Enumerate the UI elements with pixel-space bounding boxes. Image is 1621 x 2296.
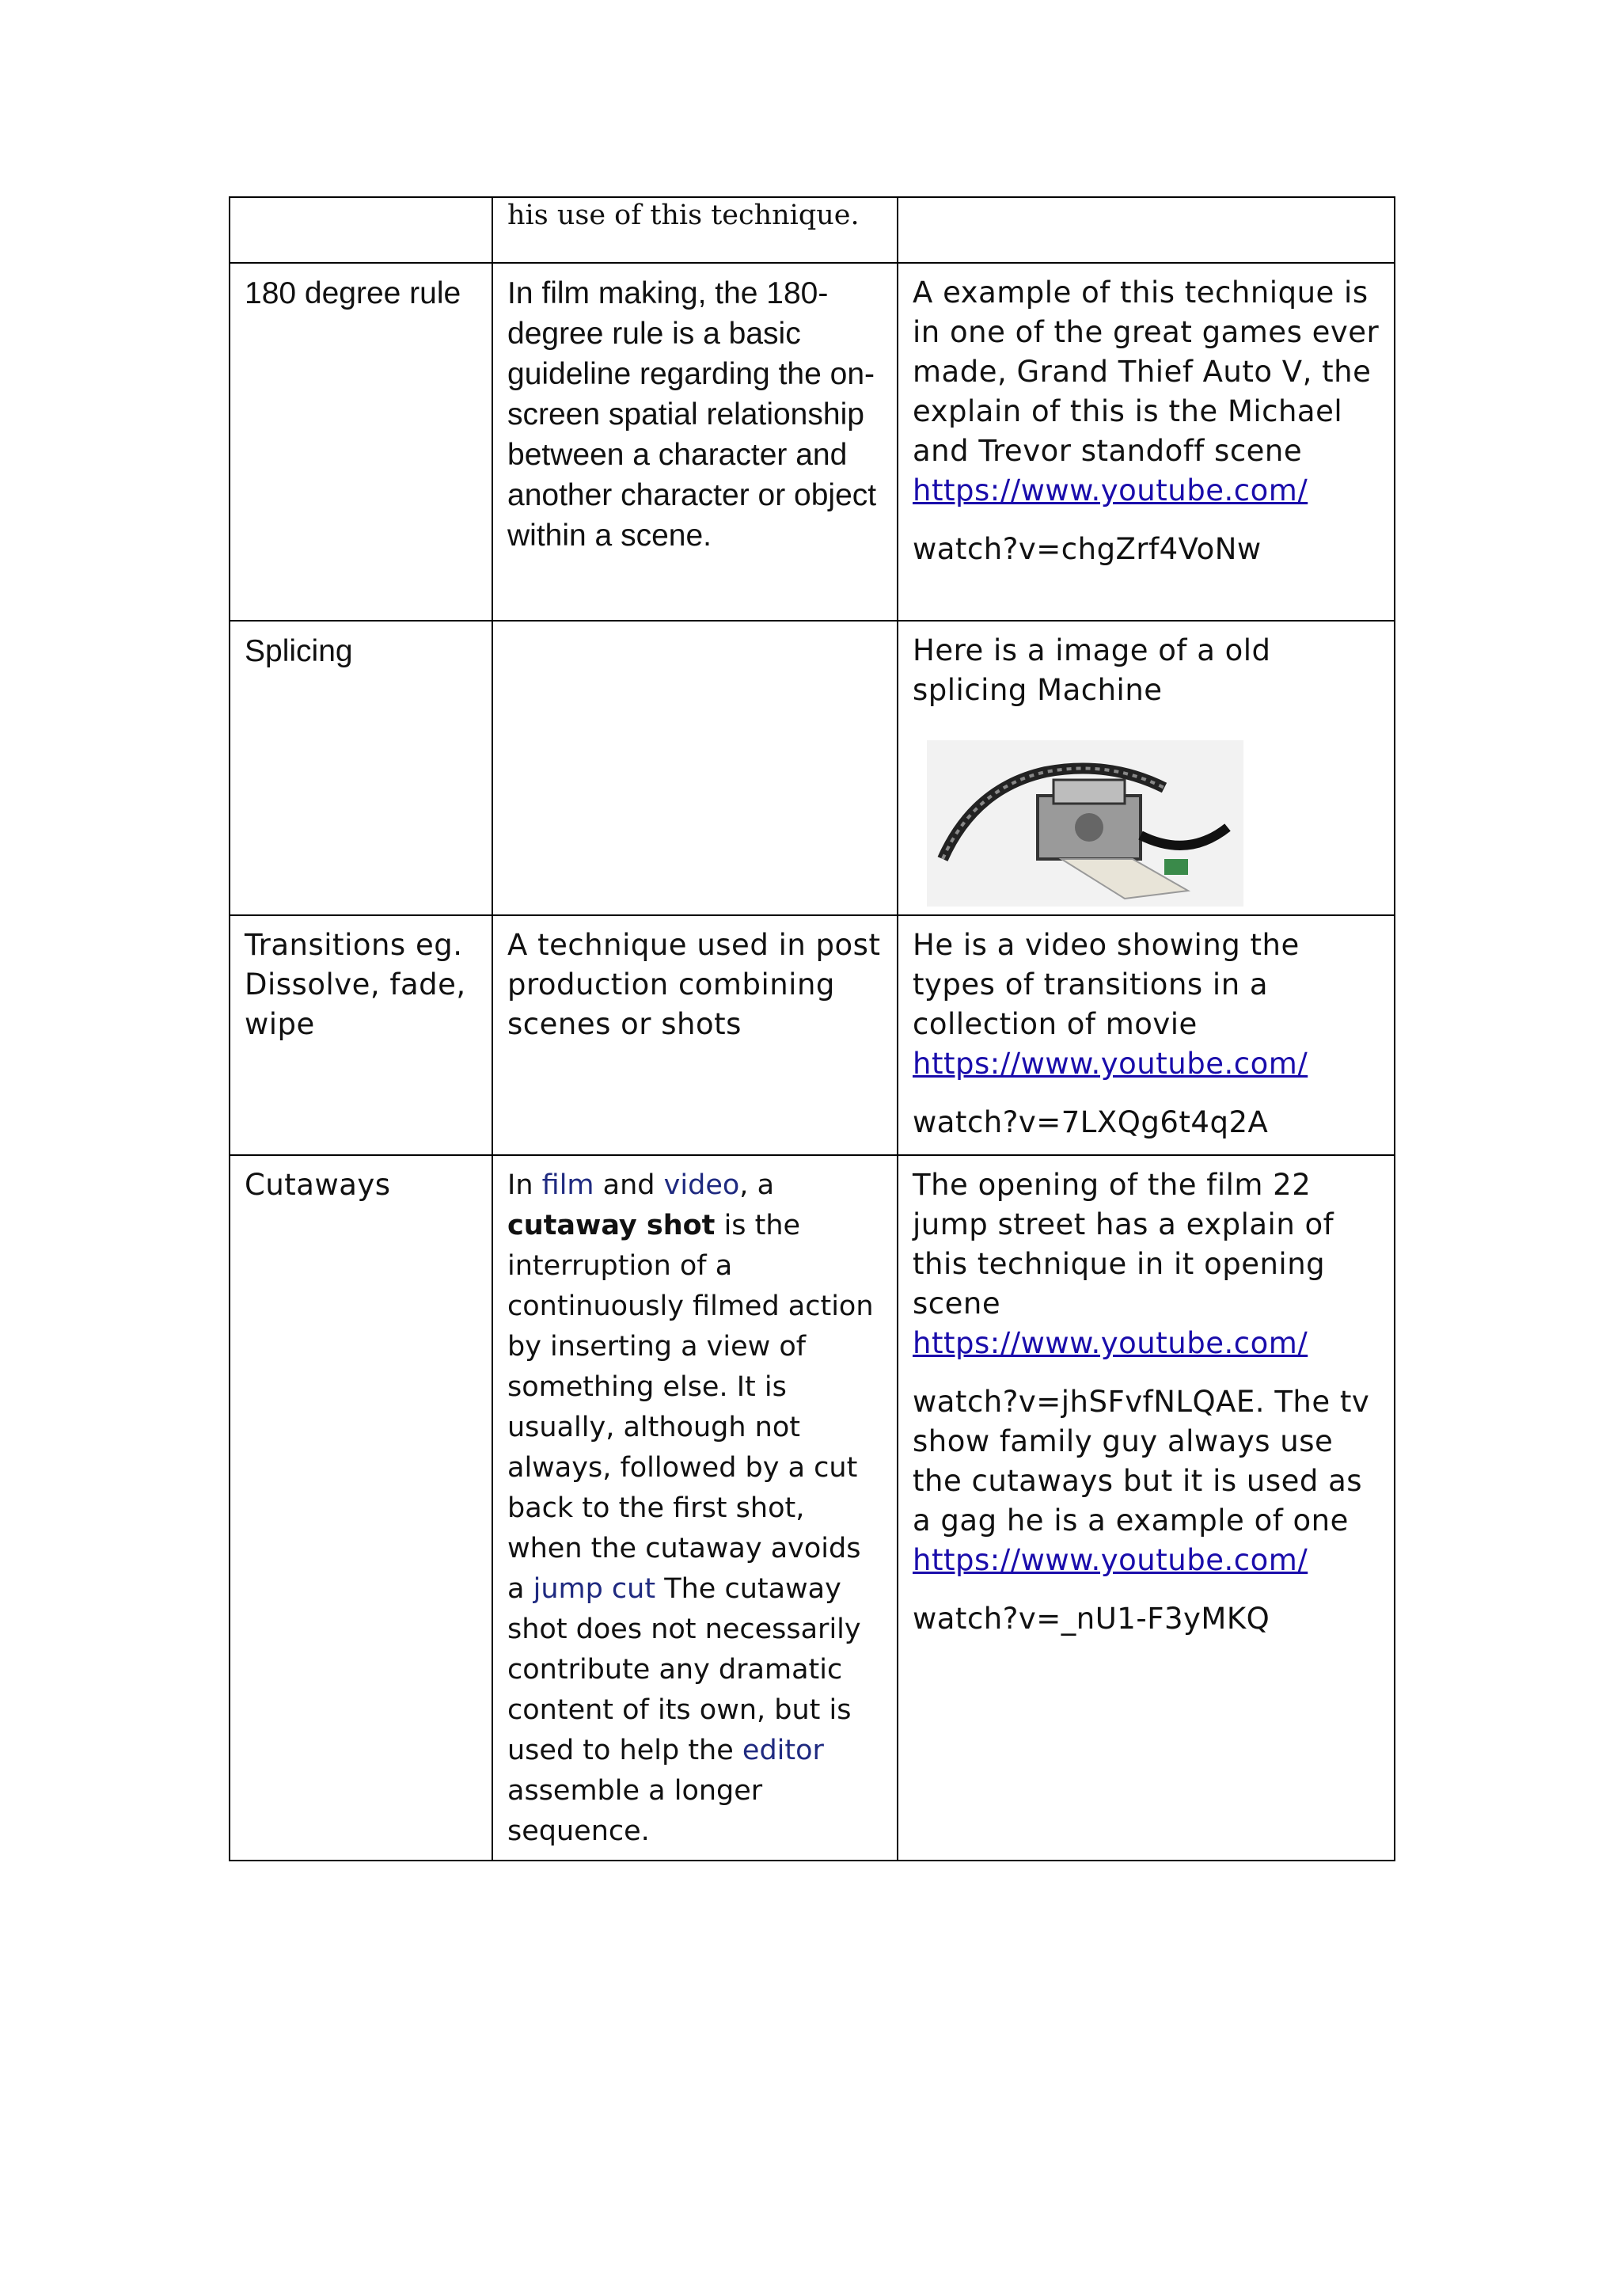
film-link[interactable]: film — [541, 1169, 594, 1201]
definition-text — [507, 1165, 883, 1852]
table-cell — [492, 197, 898, 263]
table-cell — [492, 915, 898, 1155]
definition-word: a — [757, 1169, 775, 1201]
table-cell — [492, 263, 898, 621]
term-label: Splicing — [245, 634, 353, 668]
table-row — [230, 915, 1395, 1155]
term-label: Cutaways — [245, 1168, 391, 1202]
table-cell — [898, 263, 1395, 621]
definition-word: In — [507, 1169, 533, 1201]
table-row — [230, 1155, 1395, 1861]
definition-word: and — [602, 1169, 655, 1201]
table-cell — [230, 1155, 492, 1861]
definition-body: The cutaway shot does not necessarily contribute any dramatic content of its own, but is used to help the — [507, 1573, 861, 1766]
youtube-link[interactable]: https://www.youtube.com/ — [913, 473, 1308, 507]
table-row — [230, 197, 1395, 263]
techniques-table — [229, 196, 1395, 1861]
table-cell — [898, 1155, 1395, 1861]
continued-text: his use of this technique. — [507, 200, 860, 231]
table-cell — [230, 621, 492, 915]
table-cell — [898, 197, 1395, 263]
youtube-link[interactable]: https://www.youtube.com/ — [913, 1047, 1308, 1081]
table-row — [230, 263, 1395, 621]
definition-text: In film making, the 180-degree rule is a basic guideline regarding the on-screen spatial relationship between a character and another character or object within a scene. — [507, 276, 877, 553]
youtube-link[interactable]: https://www.youtube.com/ — [913, 1543, 1308, 1577]
cutaway-shot-term: cutaway shot — [507, 1210, 716, 1241]
term-label: 180 degree rule — [245, 276, 461, 310]
term-label: Transitions eg. Dissolve, fade, wipe — [245, 928, 466, 1041]
table-cell — [898, 915, 1395, 1155]
table-cell — [230, 197, 492, 263]
film-splicer-image — [927, 740, 1243, 907]
definition-word: , — [739, 1169, 749, 1201]
table-cell — [492, 1155, 898, 1861]
film-splicer-icon — [927, 740, 1243, 907]
table-cell — [230, 915, 492, 1155]
youtube-link[interactable]: https://www.youtube.com/ — [913, 1326, 1308, 1360]
example-text: He is a video showing the types of transitions in a collection of movie — [913, 928, 1300, 1041]
link-continuation: watch?v=jhSFvfNLQAE. The tv show family guy always use the cutaways but it is used as a gag he is a example of one — [913, 1385, 1370, 1538]
example-text: The opening of the film 22 jump street has a explain of this technique in it opening scene — [913, 1168, 1334, 1321]
editor-link[interactable]: editor — [742, 1735, 824, 1766]
table-cell — [492, 621, 898, 915]
example-text: Here is a image of a old splicing Machine — [913, 633, 1271, 707]
link-continuation: watch?v=chgZrf4VoNw — [913, 532, 1262, 566]
link-continuation: watch?v=7LXQg6t4q2A — [913, 1105, 1269, 1139]
video-link[interactable]: video — [663, 1169, 740, 1201]
definition-text: A technique used in post production combining scenes or shots — [507, 928, 881, 1041]
table-cell — [898, 621, 1395, 915]
link-continuation: watch?v=_nU1-F3yMKQ — [913, 1602, 1270, 1636]
table-cell — [230, 263, 492, 621]
example-text: A example of this technique is in one of the great games ever made, Grand Thief Auto V, the explain of this is the Michael and Trevor standoff scene — [913, 276, 1380, 468]
definition-body: is the interruption of a continuously filmed action by inserting a view of something else. It is usually, although not always, followed by a cut back to the first shot, when the cutaway avoids a — [507, 1210, 874, 1605]
table-row — [230, 621, 1395, 915]
jump-cut-link[interactable]: jump cut — [533, 1573, 656, 1605]
definition-body: assemble a longer sequence. — [507, 1775, 763, 1847]
